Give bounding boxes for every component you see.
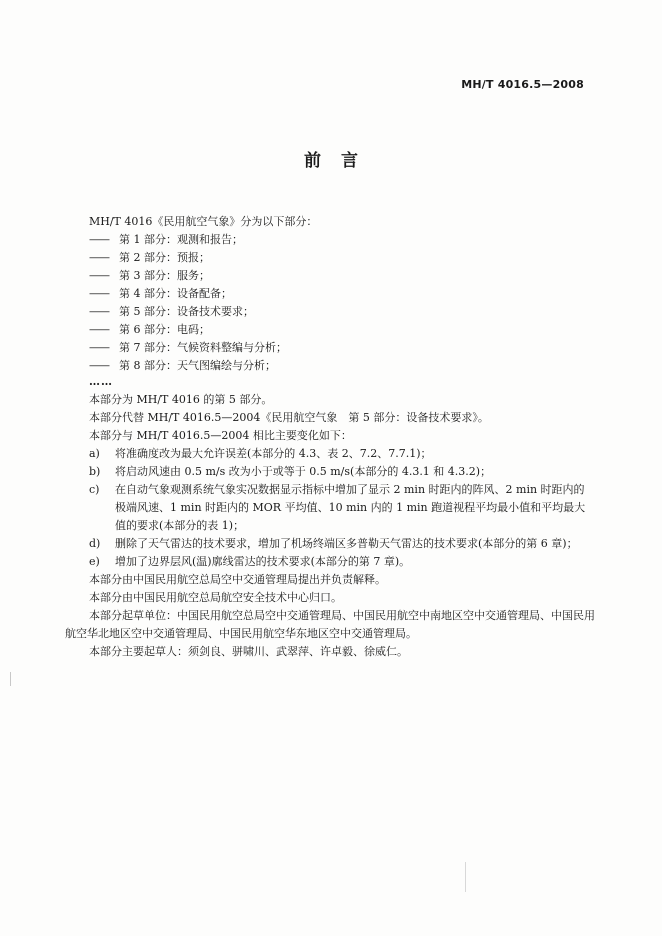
centralized-statement: 本部分由中国民用航空总局航空安全技术中心归口。 (89, 591, 342, 604)
page-title: 前言 (304, 151, 378, 171)
part-item (65, 321, 595, 339)
part-text: 第 1 部分：观测和报告； (119, 233, 243, 246)
scan-margin-mark (10, 672, 11, 686)
part-item (65, 267, 595, 285)
standard-code: MH/T 4016.5—2008 (461, 78, 584, 91)
change-text: 将准确度改为最大允许误差(本部分的 4.3、表 2、7.2、7.7.1)； (115, 447, 432, 460)
dash-mark: —— (89, 305, 109, 318)
change-text: 删除了天气雷达的技术要求，增加了机场终端区多普勒天气雷达的技术要求(本部分的第 6 章)； (115, 537, 578, 550)
part-text: 第 2 部分：预报； (119, 251, 210, 264)
list-marker: c) (89, 483, 100, 496)
dash-mark: —— (89, 341, 109, 354)
list-marker: e) (89, 555, 100, 568)
part-item (65, 339, 595, 357)
part-text: 第 7 部分：气候资料整编与分析； (119, 341, 287, 354)
part-text: 第 6 部分：电码； (119, 323, 210, 336)
drafting-units-statement: 本部分起草单位：中国民用航空总局空中交通管理局、中国民用航空中南地区空中交通管理局、中国民用航空华北地区空中交通管理局、中国民用航空华东地区空中交通管理局。 (65, 609, 595, 640)
dash-mark: —— (89, 251, 109, 264)
dash-mark: —— (89, 287, 109, 300)
list-marker: d) (89, 537, 101, 550)
change-text: 在自动气象观测系统气象实况数据显示指标中增加了显示 2 min 时距内的阵风、2 min 时距内的极端风速、1 min 时距内的 MOR 平均值、10 min 内的 1 min 跑道视程平均最小值和平均最大值的要求(本部分的表 1)； (115, 483, 586, 532)
change-text: 增加了边界层风(温)廓线雷达的技术要求(本部分的第 7 章)。 (115, 555, 411, 568)
dash-mark: —— (89, 233, 109, 246)
ellipsis: …… (89, 375, 113, 388)
part-statement: 本部分为 MH/T 4016 的第 5 部分。 (89, 393, 273, 406)
change-item (65, 445, 595, 463)
part-item (65, 231, 595, 249)
change-item (65, 535, 595, 553)
change-text: 将启动风速由 0.5 m/s 改为小于或等于 0.5 m/s(本部分的 4.3.1 和 4.3.2)； (115, 465, 492, 478)
change-item (65, 553, 595, 571)
intro-line: MH/T 4016《民用航空气象》分为以下部分： (89, 215, 318, 228)
part-item (65, 357, 595, 375)
scan-edge-mark (465, 862, 466, 892)
dash-mark: —— (89, 323, 109, 336)
part-item (65, 249, 595, 267)
changes-statement: 本部分与 MH/T 4016.5—2004 相比主要变化如下： (89, 429, 352, 442)
change-item (65, 481, 595, 535)
replacement-statement: 本部分代替 MH/T 4016.5—2004《民用航空气象 第 5 部分：设备技术要求》。 (89, 411, 489, 424)
drafters-statement: 本部分主要起草人：须剑良、骈啸川、武翠萍、许卓毅、徐威仁。 (89, 645, 408, 658)
change-item (65, 463, 595, 481)
part-item (65, 303, 595, 321)
part-text: 第 8 部分：天气图编绘与分析； (119, 359, 276, 372)
foreword-body (65, 213, 595, 661)
list-marker: b) (89, 465, 101, 478)
part-text: 第 5 部分：设备技术要求； (119, 305, 254, 318)
interpretation-statement: 本部分由中国民用航空总局空中交通管理局提出并负责解释。 (89, 573, 386, 586)
dash-mark: —— (89, 359, 109, 372)
dash-mark: —— (89, 269, 109, 282)
part-item (65, 285, 595, 303)
part-text: 第 4 部分：设备配备； (119, 287, 232, 300)
list-marker: a) (89, 447, 100, 460)
part-text: 第 3 部分：服务； (119, 269, 210, 282)
